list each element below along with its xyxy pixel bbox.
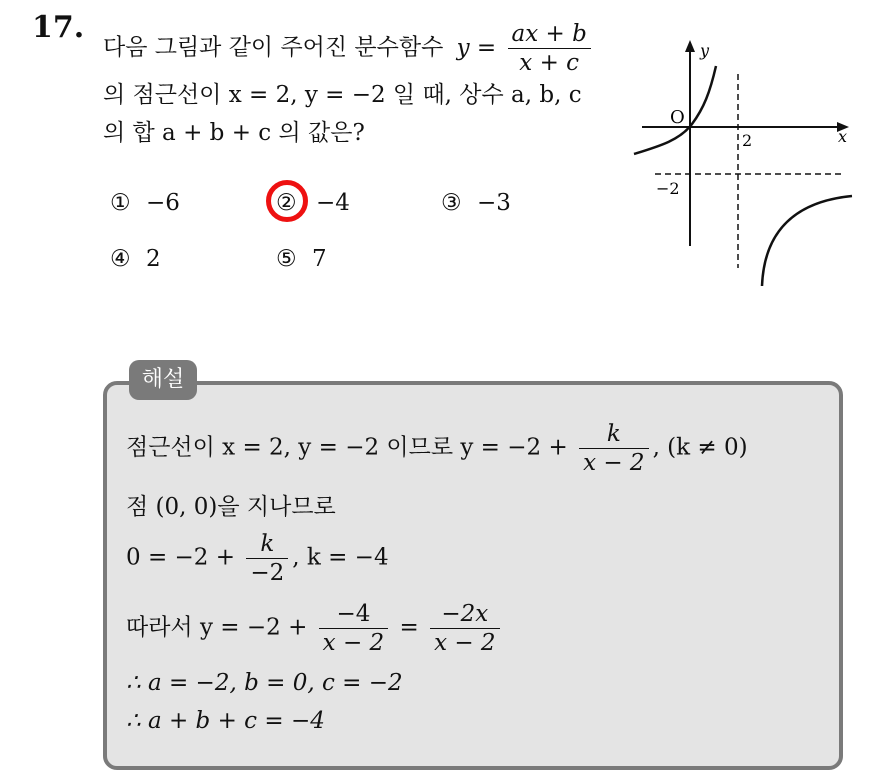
question-line-3: 의 합 a + b + c 의 값은? xyxy=(103,120,365,146)
choice-1-value: −6 xyxy=(145,190,180,216)
selected-answer-mark xyxy=(266,180,308,222)
function-graph xyxy=(620,36,860,291)
question-line-1-text: 다음 그림과 같이 주어진 분수함수 xyxy=(103,34,444,61)
solution-line-4 xyxy=(126,600,504,657)
choice-3[interactable] xyxy=(441,190,511,216)
solution-line-1-tail: , (k ≠ 0) xyxy=(652,434,748,461)
function-denominator: x + c xyxy=(519,50,580,76)
solution-line-5: ∴ a = −2, b = 0, c = −2 xyxy=(126,670,403,696)
solution-line-3-fraction xyxy=(246,530,288,587)
solution-line-4-numerator-2: −2x xyxy=(430,600,500,629)
y-axis-label: y xyxy=(700,41,710,60)
choice-1-symbol: ① xyxy=(110,190,131,216)
solution-tab: 해설 xyxy=(129,360,197,400)
origin-label: O xyxy=(670,107,685,128)
y-tick-label: −2 xyxy=(656,179,680,198)
choice-2-symbol: ② xyxy=(276,190,297,216)
solution-line-3-text: 0 = −2 + xyxy=(126,544,236,571)
choice-5[interactable] xyxy=(276,246,327,272)
solution-line-3-denominator: −2 xyxy=(250,560,285,586)
solution-line-4-text: 따라서 y = −2 + xyxy=(126,614,308,641)
x-axis-label: x xyxy=(838,127,848,146)
choice-3-symbol: ③ xyxy=(441,190,462,216)
question-line-1 xyxy=(103,20,595,77)
choice-5-symbol: ⑤ xyxy=(276,246,297,272)
solution-line-3-numerator: k xyxy=(246,530,288,559)
choice-2-value: −4 xyxy=(315,190,350,216)
solution-line-4-denominator-1: x − 2 xyxy=(322,630,385,656)
choice-1[interactable] xyxy=(110,190,180,216)
solution-line-4-equals: = xyxy=(399,614,419,641)
solution-line-4-numerator-1: −4 xyxy=(319,600,389,629)
choice-3-value: −3 xyxy=(476,190,511,216)
x-tick-label: 2 xyxy=(742,131,753,150)
solution-line-4-fraction-2 xyxy=(430,600,500,657)
function-fraction xyxy=(508,20,591,77)
choice-4[interactable] xyxy=(110,246,161,272)
question-line-2: 의 점근선이 x = 2, y = −2 일 때, 상수 a, b, c xyxy=(103,82,582,108)
solution-line-1-text: 점근선이 x = 2, y = −2 이므로 y = −2 + xyxy=(126,434,568,461)
function-lhs: y = xyxy=(456,34,497,61)
choice-4-value: 2 xyxy=(145,246,161,272)
solution-line-1-numerator: k xyxy=(579,420,649,449)
choice-5-value: 7 xyxy=(311,246,327,272)
solution-line-4-denominator-2: x − 2 xyxy=(434,630,496,656)
solution-line-1-fraction xyxy=(579,420,649,477)
solution-line-4-fraction-1 xyxy=(319,600,389,657)
solution-line-3 xyxy=(126,530,389,587)
solution-line-1-denominator: x − 2 xyxy=(583,450,645,476)
function-numerator: ax + b xyxy=(508,20,591,49)
solution-line-3-tail: , k = −4 xyxy=(292,544,389,571)
solution-line-6: ∴ a + b + c = −4 xyxy=(126,708,325,734)
solution-line-1 xyxy=(126,420,748,477)
question-number: 17. xyxy=(32,10,85,45)
solution-line-2: 점 (0, 0)을 지나므로 xyxy=(126,494,336,520)
y-axis-arrow-icon xyxy=(685,40,695,52)
curve-right-branch xyxy=(762,196,852,286)
choice-4-symbol: ④ xyxy=(110,246,131,272)
